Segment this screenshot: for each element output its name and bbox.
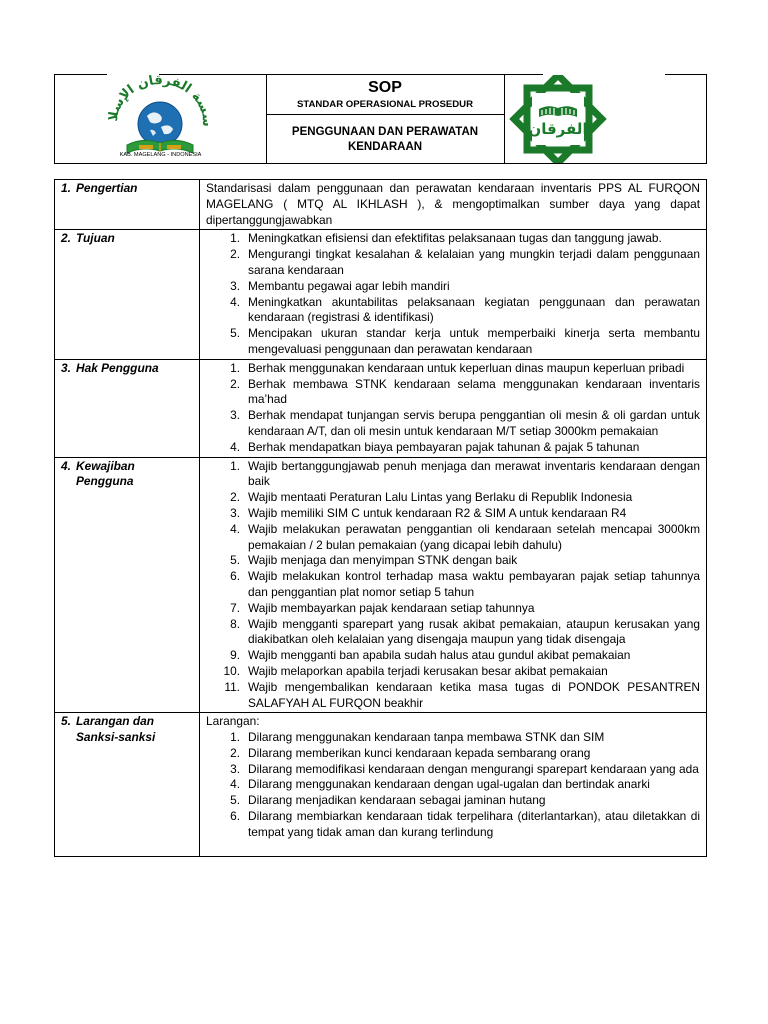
list-item-text: Dilarang memodifikasi kendaraan dengan mengurangi sparepart kendaraan yang ada [248, 761, 699, 776]
table-row [55, 359, 707, 457]
section-content-cell [200, 359, 707, 457]
list-item: 8. Wajib mengganti sparepart yang rusak akibat pemakaian, ataupun kerusakan yang diakibatkan oleh kelalaian yang disengaja maupun yang tidak disengaja [230, 616, 700, 647]
list-item-text: Membantu pegawai agar lebih mandiri [248, 278, 450, 293]
section-number: 1. [61, 181, 71, 195]
list-item-text: Dilarang menjadikan kendaraan sebagai jaminan hutang [248, 793, 546, 808]
list-item: 4. Meningkatkan akuntabilitas pelaksanaan kegiatan penggunaan dan perawatan kendaraan (registrasi & identifikasi) [230, 294, 700, 325]
section-label: Pengertian [76, 181, 138, 195]
list-item-text: Mengurangi tingkat kesalahan & kelalaian yang mungkin terjadi dalam penggunaan sarana kendaraan [248, 247, 700, 277]
section-number: 2. [61, 231, 71, 246]
list-item: 1. Dilarang menggunakan kendaraan tanpa membawa STNK dan SIM [206, 730, 700, 746]
list-item-text: Meningkatkan akuntabilitas pelaksanaan kegiatan penggunaan dan perawatan kendaraan (registrasi & identifikasi) [248, 294, 700, 325]
sop-subtitle: STANDAR OPERASIONAL PROSEDUR [296, 99, 474, 110]
sop-header [54, 74, 707, 164]
list-item: 2. Mengurangi tingkat kesalahan & kelalaian yang mungkin terjadi dalam penggunaan sarana kendaraan [230, 247, 700, 277]
document-title-line2: KENDARAAN [347, 141, 423, 153]
numbered-list [206, 361, 700, 456]
list-item-text: Berhak menggunakan kendaraan untuk keperluan dinas maupun keperluan pribadi [248, 360, 685, 375]
numbered-list [206, 459, 700, 712]
list-item-text: Mencipakan ukuran standar kerja untuk memperbaiki kinerja serta membantu mengevaluasi penggunaan dan perawatan kendaraan [248, 326, 700, 356]
list-item: 5. Dilarang menjadikan kendaraan sebagai jaminan hutang [206, 793, 700, 809]
table-row [55, 180, 707, 230]
list-item-text: Wajib melakukan perawatan penggantian oli kendaraan setelah mencapai 3000km pemakaian / 2 bulan pemakaian (yang dicapai lebih dahulu) [248, 521, 700, 552]
sop-title: SOP [368, 79, 402, 96]
section-intro: Larangan: [206, 714, 260, 729]
list-item: 2. Wajib mentaati Peraturan Lalu Lintas yang Berlaku di Republik Indonesia [206, 490, 700, 506]
document-title-line1: PENGGUNAAN DAN PERAWATAN [291, 126, 479, 138]
list-item-text: Meningkatkan efisiensi dan efektifitas pelaksanaan tugas dan tanggung jawab. [248, 231, 662, 246]
list-item-text: Dilarang menggunakan kendaraan tanpa membawa STNK dan SIM [248, 730, 605, 745]
section-label-cell [55, 713, 200, 856]
list-item: 4. Wajib melakukan perawatan penggantian oli kendaraan setelah mencapai 3000km pemakaian / 2 bulan pemakaian (yang dicapai lebih dahulu) [230, 521, 700, 552]
sop-title-block [266, 75, 504, 115]
section-number: 3. [61, 360, 71, 375]
section-label-cell [55, 180, 200, 230]
numbered-list [206, 730, 700, 841]
list-item-text: Wajib memiliki SIM C untuk kendaraan R2 & SIM A untuk kendaraan R4 [248, 505, 627, 520]
list-item: 9. Wajib mengganti ban apabila sudah halus atau gundul akibat pemakaian [206, 648, 700, 664]
list-item: 7. Wajib membayarkan pajak kendaraan setiap tahunnya [206, 601, 700, 617]
section-label-line2: Pengguna [76, 474, 134, 489]
list-item-text: Berhak mendapatkan biaya pembayaran pajak tahunan & pajak 5 tahunan [248, 439, 640, 454]
left-logo-cell [55, 75, 267, 163]
list-item: 3. Dilarang memodifikasi kendaraan dengan mengurangi sparepart kendaraan yang ada [230, 761, 699, 776]
list-item-text: Wajib bertanggungjawab penuh menjaga dan merawat inventaris kendaraan dengan baik [248, 458, 700, 489]
al-furqon-foundation-logo [55, 75, 266, 163]
section-label: Hak Pengguna [76, 360, 159, 375]
right-logo-arabic: الفرقان [528, 120, 588, 138]
list-item-text: Wajib melaporkan apabila terjadi kerusakan besar akibat pemakaian [248, 663, 608, 678]
list-item: 1. Wajib bertanggungjawab penuh menjaga dan merawat inventaris kendaraan dengan baik [230, 458, 700, 489]
list-item-text: Wajib mengganti sparepart yang rusak akibat pemakaian, ataupun kerusakan yang diakibatkan oleh kelalaian yang disengaja maupun yang tidak disengaja [248, 616, 700, 647]
section-content-cell [200, 180, 707, 230]
list-item-text: Wajib mengembalikan kendaraan ketika masa tugas di PONDOK PESANTREN SALAFYAH AL FURQON beakhir [248, 679, 700, 710]
list-item: 5. Mencipakan ukuran standar kerja untuk memperbaiki kinerja serta membantu mengevaluasi penggunaan dan perawatan kendaraan [230, 326, 700, 356]
section-label-cell [55, 230, 200, 359]
list-item: 3. Wajib memiliki SIM C untuk kendaraan R2 & SIM A untuk kendaraan R4 [206, 506, 700, 522]
svg-text:مؤسسة الفرقان الإسلامية [55, 75, 214, 127]
list-item-text: Berhak mendapat tunjangan servis berupa penggantian oli mesin & oli gardan untuk kendaraan A/T, dan oli mesin untuk kendaraan M/T setiap 3000km pemakaian [248, 408, 700, 438]
section-label [76, 714, 155, 746]
list-item-text: Dilarang memberikan kunci kendaraan kepada sembarang orang [248, 745, 591, 760]
section-label-cell [55, 359, 200, 457]
title-cell [266, 75, 505, 163]
table-row [55, 230, 707, 359]
list-item: 3. Berhak mendapat tunjangan servis berupa penggantian oli mesin & oli gardan untuk kendaraan A/T, dan oli mesin untuk kendaraan M/T setiap 3000km pemakaian [230, 408, 700, 438]
list-item: 1. Berhak menggunakan kendaraan untuk keperluan dinas maupun keperluan pribadi [206, 361, 700, 377]
list-item: 6. Dilarang membiarkan kendaraan tidak terpelihara (diterlantarkan), atau diletakkan di tempat yang tidak aman dan kurang terlindung [230, 809, 700, 839]
left-logo-caption: KAB. MAGELANG - INDONESIA [119, 152, 202, 158]
list-item-text: Wajib menjaga dan menyimpan STNK dengan baik [248, 553, 518, 568]
list-item-text: Wajib melakukan kontrol terhadap masa waktu pembayaran pajak setiap tahunnya dan penggantian plat nomor setiap 5 tahun [248, 569, 700, 599]
list-item: 2. Berhak membawa STNK kendaraan selama menggunakan kendaraan inventaris ma’had [230, 376, 700, 407]
section-label-cell [55, 457, 200, 713]
section-label-line2: Sanksi-sanksi [76, 730, 156, 745]
list-item: 4. Berhak mendapatkan biaya pembayaran pajak tahunan & pajak 5 tahunan [206, 440, 700, 456]
sop-table [54, 179, 707, 857]
list-item: 10. Wajib melaporkan apabila terjadi kerusakan besar akibat pemakaian [206, 664, 700, 680]
al-furqon-emblem-logo [505, 75, 706, 163]
list-item-text: Wajib mentaati Peraturan Lalu Lintas yang Berlaku di Republik Indonesia [248, 490, 633, 505]
list-item: 5. Wajib menjaga dan menyimpan STNK dengan baik [206, 553, 700, 569]
left-logo-arabic: سسة الفرقان الإسلامية [105, 75, 215, 128]
numbered-list [206, 231, 700, 357]
list-item: 11. Wajib mengembalikan kendaraan ketika masa tugas di PONDOK PESANTREN SALAFYAH AL FURQON beakhir [224, 679, 700, 710]
section-content-cell [200, 457, 707, 713]
list-item-text: Wajib mengganti ban apabila sudah halus atau gundul akibat pemakaian [248, 648, 631, 663]
section-content-cell [200, 713, 707, 856]
section-text: Standarisasi dalam penggunaan dan perawatan kendaraan inventaris PPS AL FURQON MAGELANG ( MTQ AL IKHLASH ), & mengoptimalkan sumber daya yang dapat dipertanggungjawabkan [206, 181, 700, 227]
list-item-text: Wajib membayarkan pajak kendaraan setiap tahunnya [248, 600, 535, 615]
section-label-line1: Larangan dan [76, 714, 154, 729]
list-item: 6. Wajib melakukan kontrol terhadap masa waktu pembayaran pajak setiap tahunnya dan penggantian plat nomor setiap 5 tahun [230, 569, 700, 599]
table-row [55, 457, 707, 713]
document-title [266, 115, 504, 155]
section-number: 5. [61, 714, 71, 729]
list-item-text: Berhak membawa STNK kendaraan selama menggunakan kendaraan inventaris ma’had [248, 376, 700, 407]
section-label-line1: Kewajiban [76, 458, 135, 473]
section-label [76, 459, 135, 491]
section-content-cell [200, 230, 707, 359]
list-item: 2. Dilarang memberikan kunci kendaraan kepada sembarang orang [206, 746, 700, 762]
section-bottom-spacer [206, 841, 700, 855]
section-label: Tujuan [76, 231, 115, 246]
table-row [55, 713, 707, 856]
list-item: 4. Dilarang menggunakan kendaraan dengan ugal-ugalan dan bertindak anarki [206, 777, 700, 793]
section-number: 4. [61, 458, 71, 473]
list-item-text: Dilarang menggunakan kendaraan dengan ugal-ugalan dan bertindak anarki [248, 777, 650, 792]
right-logo-cell [505, 75, 706, 163]
list-item-text: Dilarang membiarkan kendaraan tidak terpelihara (diterlantarkan), atau diletakkan di tempat yang tidak aman dan kurang terlindung [248, 809, 700, 839]
list-item: 3. Membantu pegawai agar lebih mandiri [206, 279, 700, 295]
list-item: 1. Meningkatkan efisiensi dan efektifitas pelaksanaan tugas dan tanggung jawab. [206, 231, 700, 247]
